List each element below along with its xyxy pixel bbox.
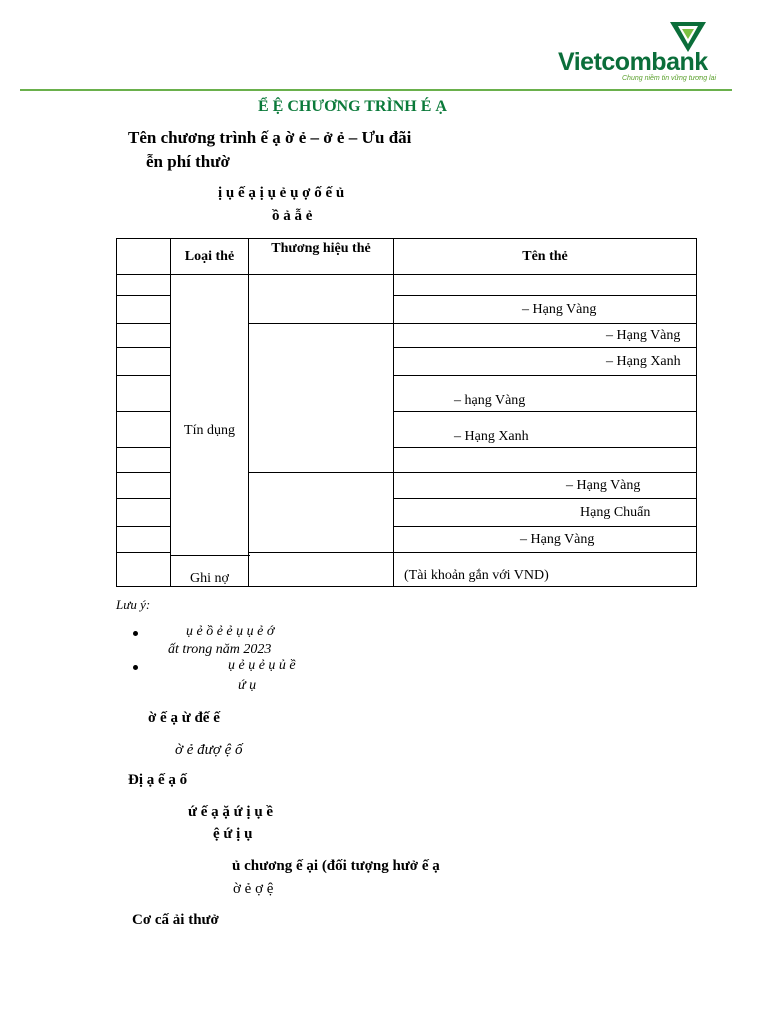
table-row <box>117 275 697 296</box>
note-item-line1: ụ ẻ ụ ẻ ụ ủ ề <box>228 658 296 673</box>
header-card-name: Tên thẻ <box>394 239 697 275</box>
header-divider <box>20 89 732 91</box>
bullet-icon <box>133 631 138 636</box>
card-type-credit: Tín dụng <box>171 275 249 587</box>
section-duration-heading: ờ ế ạ ừ đế ế <box>148 710 220 726</box>
header-cell-blank <box>117 239 171 275</box>
card-name-cell: – Hạng Xanh <box>394 348 697 376</box>
card-name-cell: – Hạng Vàng <box>394 324 697 348</box>
table-row-divider <box>170 555 250 556</box>
card-name-cell: – Hạng Vàng <box>394 473 697 499</box>
card-type-debit: Ghi nợ <box>190 571 229 586</box>
scope-line1: ị ụ ế ạ ị ụ ẻ ụ ợ ố ế ủ <box>218 185 345 201</box>
section-target-heading: ủ chương ế ại (đối tượng hưở ế ạ <box>232 858 440 874</box>
card-name-cell: – Hạng Xanh <box>394 412 697 448</box>
section-duration-detail: ờ ẻ đượ ệ ố <box>175 742 243 758</box>
card-name-cell: Hạng Chuẩn <box>394 499 697 527</box>
brand-slogan: Chung niềm tin vững tương lai <box>622 75 717 82</box>
section-target-detail: ờ ẻ ợ ệ <box>233 881 274 897</box>
bullet-icon <box>133 665 138 670</box>
section-structure-heading: Cơ cấ ải thưở <box>132 912 219 928</box>
card-table <box>116 238 697 587</box>
program-name-line2: ễn phí thườ <box>146 152 230 171</box>
program-name-line1: Tên chương trình ế ạ ờ ẻ – ở ẻ – Ưu đãi <box>128 128 412 147</box>
header-card-brand: Thương hiệu thẻ <box>249 239 394 275</box>
note-item-line2: ứ ụ <box>238 678 257 693</box>
brand-name: Vietcombank <box>558 48 708 76</box>
card-name-cell: – hạng Vàng <box>394 376 697 412</box>
note-item-line2: ất trong năm 2023 <box>168 642 272 657</box>
card-name-cell: – Hạng Vàng <box>394 296 697 324</box>
note-item-line1: ụ ẻ ồ ẻ ẻ ụ ụ ẻ ớ <box>186 624 275 639</box>
header-card-type: Loại thẻ <box>171 239 249 275</box>
note-label: Lưu ý: <box>116 597 151 612</box>
section-scope-detail1: ứ ế ạ ặ ứ ị ụ ề <box>188 804 274 820</box>
card-name-cell <box>394 275 697 296</box>
document-title: Ể Ệ CHƯƠNG TRÌNH É Ạ <box>258 98 447 115</box>
table-header-row <box>117 239 697 275</box>
scope-line2: ồ ả ẫ ẻ <box>272 208 313 224</box>
card-name-cell: (Tài khoản gắn với VND) <box>394 553 697 587</box>
section-scope-heading: Đị ạ ế ạ ố <box>128 772 188 788</box>
section-scope-detail2: ệ ứ ị ụ <box>213 826 253 842</box>
card-name-cell <box>394 448 697 473</box>
card-name-cell: – Hạng Vàng <box>394 527 697 553</box>
